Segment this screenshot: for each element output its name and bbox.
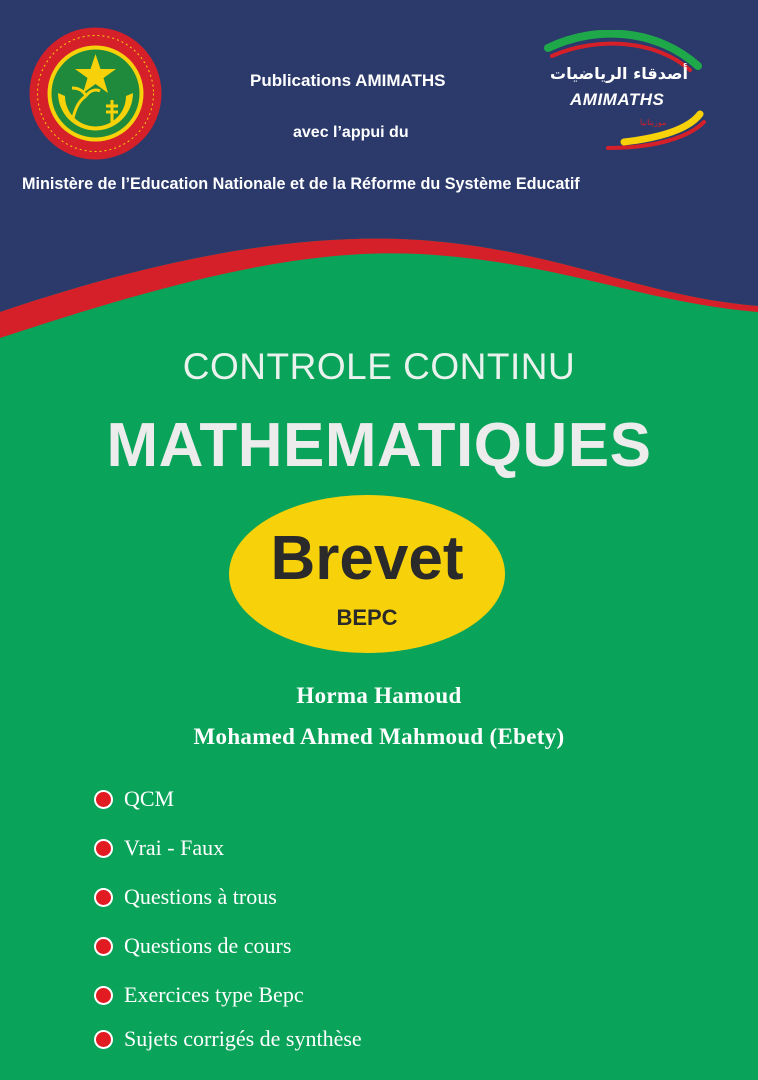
- list-item-label: QCM: [124, 786, 175, 811]
- list-item-exercices: [96, 980, 304, 1010]
- bullet-icon: [96, 988, 111, 1003]
- logo-latin-text: AMIMATHS: [570, 90, 665, 109]
- ministry-text: Ministère de l’Education Nationale et de la Réforme du Système Educatif: [22, 175, 580, 193]
- list-item-label: Questions à trous: [124, 884, 277, 909]
- bullet-icon: [96, 841, 111, 856]
- list-item-sujets-corriges: [96, 1024, 362, 1054]
- list-item-questions-a-trous: [96, 882, 277, 912]
- logo-small-text: موريتانيا: [640, 118, 667, 127]
- badge-sub-text: BEPC: [336, 605, 398, 630]
- bullet-icon: [96, 792, 111, 807]
- list-item-qcm: [96, 784, 174, 814]
- bullet-icon: [96, 890, 111, 905]
- list-item-label: Questions de cours: [124, 933, 292, 958]
- logo-arabic-text: أصدقاء الرياضيات: [550, 64, 688, 83]
- badge-main-text: Brevet: [270, 524, 464, 593]
- list-item-label: Vrai - Faux: [124, 835, 225, 860]
- author-2: Mohamed Ahmed Mahmoud (Ebety): [193, 724, 565, 749]
- list-item-vrai-faux: [96, 833, 224, 863]
- bullet-icon: [96, 1032, 111, 1047]
- list-item-label: Sujets corrigés de synthèse: [124, 1026, 362, 1051]
- cover-title: MATHEMATIQUES: [106, 411, 652, 480]
- bullet-icon: [96, 939, 111, 954]
- list-item-questions-de-cours: [96, 931, 291, 961]
- list-item-label: Exercices type Bepc: [124, 982, 304, 1007]
- author-1: Horma Hamoud: [296, 683, 462, 708]
- publisher-text: Publications AMIMATHS: [250, 71, 446, 90]
- mauritania-seal-logo: [28, 26, 163, 161]
- cover-subtitle: CONTROLE CONTINU: [182, 346, 576, 387]
- support-text: avec l’appui du: [293, 124, 409, 141]
